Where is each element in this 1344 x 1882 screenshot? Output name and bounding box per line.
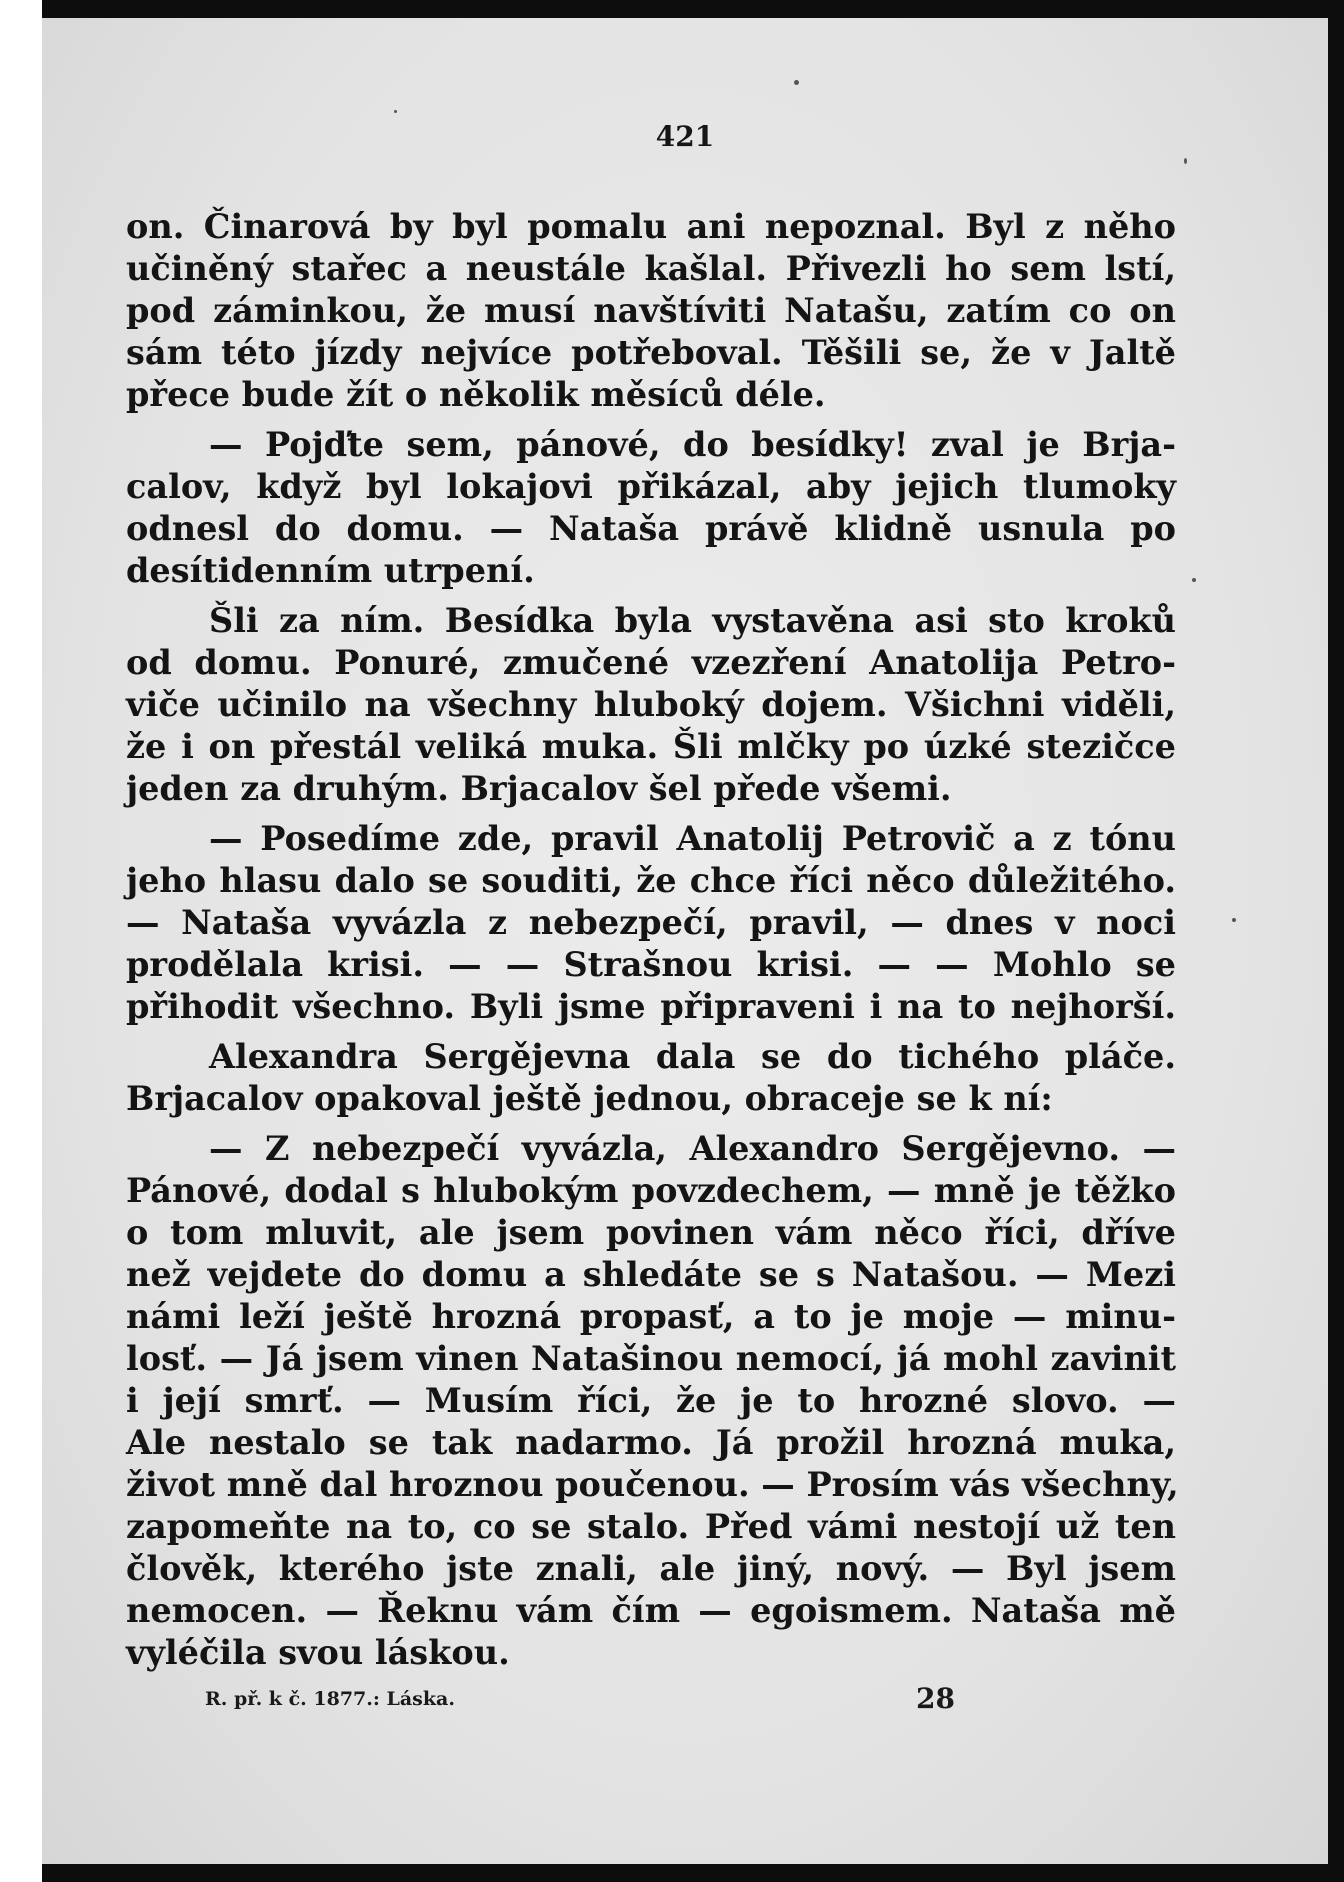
text-line: — Nataša vyvázla z nebezpečí, pravil, — dnes v noci	[126, 903, 1176, 942]
text-line: calov, když byl lokajovi přikázal, aby jejich tlumoky	[126, 467, 1176, 506]
scan-speck	[394, 110, 397, 113]
body-text	[126, 206, 1179, 1674]
text-line: pod záminkou, že musí navštíviti Natašu, zatím co on	[126, 291, 1176, 330]
text-line: jeho hlasu dalo se souditi, že chce říci něco důležitého.	[126, 861, 1176, 900]
text-line: vyléčila svou láskou.	[126, 1633, 510, 1672]
text-line: zapomeňte na to, co se stalo. Před vámi nestojí už ten	[126, 1507, 1176, 1546]
text-line: od domu. Ponuré, zmučené vzezření Anatolija Petro-	[126, 643, 1176, 682]
text-line: námi leží ještě hrozná propasť, a to je moje — minu-	[126, 1297, 1176, 1336]
text-line: prodělala krisi. — — Strašnou krisi. — — Mohlo se	[126, 945, 1176, 984]
scan-border	[0, 0, 42, 1882]
text-line: i její smrť. — Musím říci, že je to hrozné slovo. —	[126, 1381, 1176, 1420]
text-line: nemocen. — Řeknu vám čím — egoismem. Nataša mě	[126, 1591, 1176, 1630]
page-number: 421	[655, 120, 715, 153]
text-line: Brjacalov opakoval ještě jednou, obraceje se k ní:	[126, 1079, 1053, 1118]
text-line: Pánové, dodal s hlubokým povzdechem, — mně je těžko	[126, 1171, 1176, 1210]
text-line: odnesl do domu. — Nataša právě klidně usnula po	[126, 509, 1176, 548]
text-line: — Z nebezpečí vyvázla, Alexandro Sergějevno. —	[209, 1129, 1176, 1168]
text-line: desítidenním utrpení.	[126, 551, 535, 590]
text-line: přece bude žít o několik měsíců déle.	[126, 375, 826, 414]
footer-sheet-number: 28	[916, 1682, 955, 1715]
scan-speck	[1232, 918, 1236, 922]
text-line: Alexandra Sergějevna dala se do tichého pláče.	[209, 1037, 1176, 1076]
text-line: že i on přestál veliká muka. Šli mlčky po úzké stezičce	[126, 727, 1176, 766]
text-line: — Posedíme zde, pravil Anatolij Petrovič a z tónu	[209, 819, 1176, 858]
text-line: život mně dal hroznou poučenou. — Prosím vás všechny,	[126, 1465, 1179, 1504]
text-line: přihodit všechno. Byli jsme připraveni i na to nejhorší.	[126, 987, 1176, 1026]
text-line: on. Činarová by byl pomalu ani nepoznal. Byl z něho	[126, 207, 1176, 246]
footer-signature: R. př. k č. 1877.: Láska.	[205, 1688, 455, 1710]
text-line: Ale nestalo se tak nadarmo. Já prožil hrozná muka,	[126, 1423, 1176, 1462]
book-page	[42, 18, 1328, 1864]
scan-speck	[794, 80, 799, 85]
text-line: losť. — Já jsem vinen Natašinou nemocí, já mohl zavinit	[126, 1339, 1176, 1378]
scan-speck	[1184, 158, 1187, 164]
scan-speck	[1192, 578, 1196, 582]
text-line: o tom mluvit, ale jsem povinen vám něco říci, dříve	[126, 1213, 1176, 1252]
text-line: učiněný stařec a neustále kašlal. Přivezli ho sem lstí,	[126, 249, 1176, 288]
text-line: jeden za druhým. Brjacalov šel přede všemi.	[126, 769, 952, 808]
text-line: Šli za ním. Besídka byla vystavěna asi sto kroků	[209, 601, 1176, 640]
text-line: člověk, kterého jste znali, ale jiný, nový. — Byl jsem	[126, 1549, 1176, 1588]
text-line: sám této jízdy nejvíce potřeboval. Těšili se, že v Jaltě	[126, 333, 1176, 372]
text-line: viče učinilo na všechny hluboký dojem. Všichni viděli,	[126, 685, 1176, 724]
text-line: než vejdete do domu a shledáte se s Natašou. — Mezi	[126, 1255, 1176, 1294]
text-line: — Pojďte sem, pánové, do besídky! zval je Brja-	[209, 425, 1176, 464]
